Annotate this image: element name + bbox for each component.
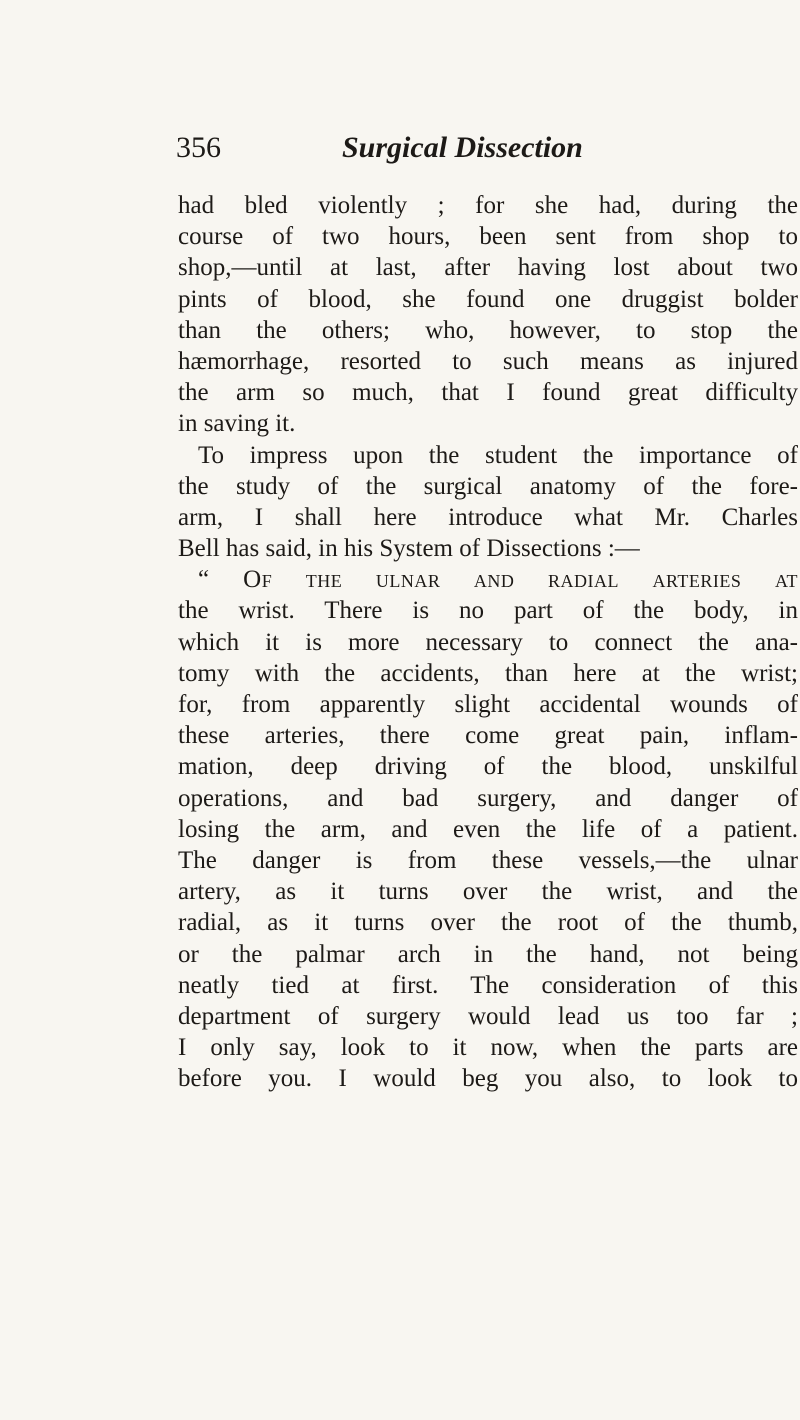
paragraph-first-line: To impress upon the student the importance of [198, 441, 798, 469]
text-line: department of surgery would lead us too far ; [178, 1002, 798, 1030]
text-line: neatly tied at first. The consideration of this [178, 971, 798, 999]
text-line: pints of blood, she found one druggist bolder [178, 285, 798, 313]
text-line: shop,—until at last, after having lost about two [178, 254, 798, 282]
text-line: operations, and bad surgery, and danger of [178, 784, 798, 812]
quote-heading-line: “ Of the ulnar and radial arteries at [198, 566, 798, 594]
body-text [178, 190, 798, 1094]
text-line: the wrist. There is no part of the body, in [178, 597, 798, 625]
text-line: the study of the surgical anatomy of the fore- [178, 472, 798, 500]
text-line: before you. I would beg you also, to look to [178, 1065, 798, 1093]
text-line: tomy with the accidents, than here at the wrist; [178, 659, 798, 687]
text-line: the arm so much, that I found great difficulty [178, 379, 798, 407]
text-line: for, from apparently slight accidental wounds of [178, 691, 798, 718]
text-line: Bell has said, in his System of Dissections :— [178, 535, 640, 563]
text-line: artery, as it turns over the wrist, and the [178, 878, 798, 906]
running-title: Surgical Dissection [342, 131, 583, 164]
text-line: arm, I shall here introduce what Mr. Charles [178, 503, 798, 531]
text-line: radial, as it turns over the root of the thumb, [178, 909, 798, 937]
text-line: hæmorrhage, resorted to such means as injured [178, 347, 798, 375]
page-number: 356 [176, 131, 221, 164]
text-line: than the others; who, however, to stop the [178, 316, 798, 344]
text-line: or the palmar arch in the hand, not being [178, 940, 798, 968]
text-line: mation, deep driving of the blood, unskilful [178, 753, 798, 781]
text-line: course of two hours, been sent from shop to [178, 223, 798, 251]
text-line: losing the arm, and even the life of a patient. [178, 815, 798, 843]
text-line: had bled violently ; for she had, during the [178, 192, 798, 219]
text-line: in saving it. [178, 410, 296, 438]
text-line: which it is more necessary to connect the ana- [178, 628, 798, 656]
text-line: The danger is from these vessels,—the ulnar [178, 846, 798, 874]
text-line: I only say, look to it now, when the parts are [178, 1034, 798, 1062]
text-line: these arteries, there come great pain, inflam- [178, 722, 798, 750]
running-head [176, 128, 616, 168]
